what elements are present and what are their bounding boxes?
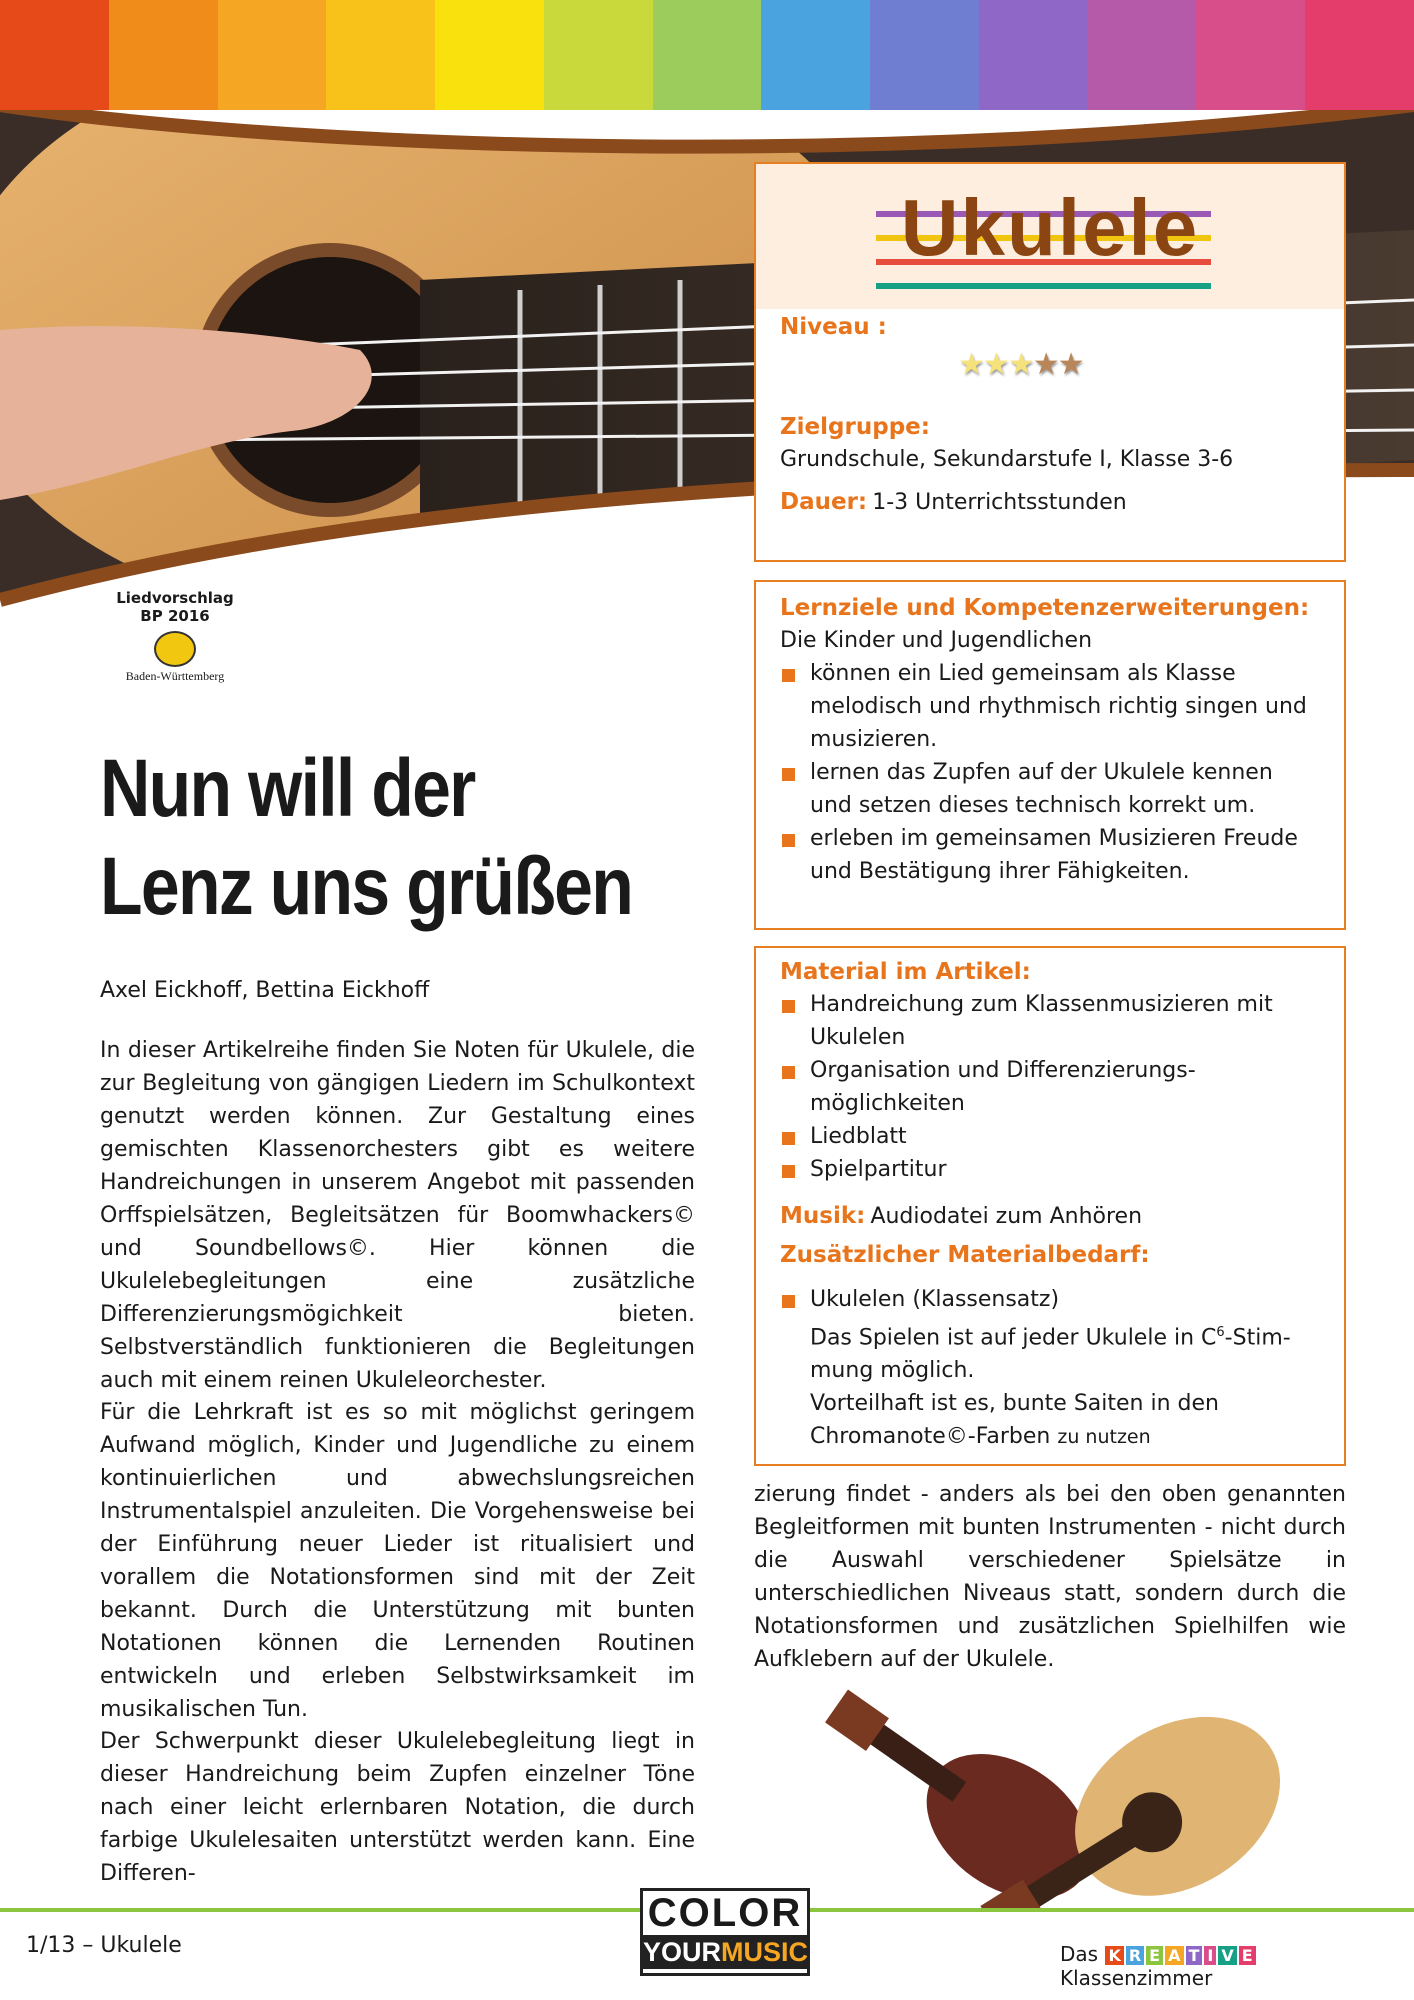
material-heading: Material im Artikel: — [780, 959, 1031, 985]
lernziele-list — [780, 657, 1320, 888]
kz-letter: K — [1105, 1946, 1123, 1965]
star-icon: ★ — [958, 347, 983, 382]
paragraph: Der Schwerpunkt dieser Ukulelebegleitung liegt in dieser Handreichung beim Zupfen einzelner Töne nach einer leicht erlernbaren Notation, die durch farbige Ukulelesaiten unterstützt werden kann. Eine Differen- — [100, 1729, 695, 1886]
kz-letter: E — [1146, 1946, 1163, 1965]
color-stripe — [653, 0, 762, 110]
kz-letter: R — [1126, 1946, 1144, 1965]
list-item — [780, 1283, 1320, 1454]
star-icon: ★ — [982, 347, 1008, 382]
bedarf-line — [810, 1420, 1320, 1454]
badge-line2: BP 2016 — [140, 607, 210, 625]
color-stripe — [435, 0, 544, 110]
title-line: Lenz uns grüßen — [100, 841, 633, 932]
logo-music: MUSIC — [721, 1937, 809, 1967]
color-stripe — [326, 0, 435, 110]
list-item: Handreichung zum Klassenmusizieren mit Ukulelen — [780, 988, 1320, 1054]
ukulele-logo — [756, 164, 1344, 309]
material-box — [754, 946, 1346, 1466]
color-stripe — [218, 0, 327, 110]
paragraph: In dieser Artikelreihe finden Sie Noten für Ukulele, die zur Begleitung von gängigen Liedern im Schulkontext genutzt werden können. Zur Gestaltung eines gemischten Klassenorchesters gibt es weitere Handreichungen in unserem Angebot mit passenden Orffspielsätzen, Begleitsätzen für Boomwhackers© und Soundbellows©. Hier können die Ukulelebegleitungen eine zusätzliche Differenzierungsmögichkeit bieten. Selbstverständlich funktionieren die Begleitungen auch mit einem reinen Ukuleleorchester. — [100, 1038, 695, 1393]
musik-value: Audiodatei zum Anhören — [870, 1204, 1143, 1229]
ukuleles-illustration — [790, 1660, 1330, 1910]
color-stripe — [0, 0, 109, 110]
color-stripe — [1196, 0, 1305, 110]
dauer-value: 1-3 Unterrichtsstunden — [872, 490, 1127, 515]
rating-stars — [958, 347, 1320, 387]
bedarf-text: Chromanote©-Farben — [810, 1424, 1051, 1450]
kz-rest: Klassenzimmer — [1060, 1966, 1213, 1990]
color-stripe — [979, 0, 1088, 110]
lernziele-heading: Lernziele und Kompetenzerweiterungen: — [780, 595, 1310, 621]
logo-your: YOUR — [643, 1937, 722, 1967]
page-number: 1/13 – Ukulele — [26, 1933, 182, 1958]
niveau-label: Niveau : — [780, 314, 887, 340]
list-item: Organisation und Differenzierungs-möglichkeiten — [780, 1054, 1320, 1120]
color-stripe — [1088, 0, 1197, 110]
kz-letter: E — [1239, 1946, 1256, 1965]
list-item: lernen das Zupfen auf der Ukulele kennen und setzen dieses technisch korrekt um. — [780, 756, 1320, 822]
color-stripes — [0, 0, 1414, 110]
color-stripe — [109, 0, 218, 110]
page-title — [100, 740, 632, 936]
color-stripe — [1305, 0, 1414, 110]
bedarf-heading: Zusätzlicher Materialbedarf: — [780, 1242, 1150, 1268]
list-item: erleben im gemeinsamen Musizieren Freude und Bestätigung ihrer Fähigkeiten. — [780, 822, 1320, 888]
bedarf-line — [810, 1316, 1320, 1354]
list-item: Liedblatt — [780, 1120, 1320, 1153]
liedvorschlag-badge — [113, 583, 237, 711]
superscript: 6 — [1216, 1325, 1225, 1340]
badge-line3: Baden-Württemberg — [125, 669, 225, 683]
kz-letter: I — [1204, 1946, 1216, 1965]
zielgruppe-value: Grundschule, Sekundarstufe I, Klasse 3-6 — [780, 447, 1234, 472]
kz-das: Das — [1060, 1942, 1099, 1966]
logo-bottom-text — [643, 1935, 807, 1969]
bedarf-text: zu nutzen — [1057, 1426, 1151, 1449]
bedarf-line: mung möglich. — [810, 1358, 975, 1384]
paragraph-continuation: zierung findet - anders als bei den oben genannten Begleitformen mit bunten Instrumenten - nicht durch die Auswahl verschiedener Spielsätze in unterschiedlichen Niveaus statt, sondern durch die Notationsformen und zusätzlichen Spielhilfen wie Aufklebern auf der Ukulele. — [754, 1482, 1346, 1672]
list-item: können ein Lied gemeinsam als Klasse melodisch und rhythmisch richtig singen und musizieren. — [780, 657, 1320, 756]
paragraph: Für die Lehrkraft ist es so mit möglichst geringem Aufwand möglich, Kinder und Jugendliche zu einem kontinuierlichen und abwechslungsreichen Instrumentalspiel anzuleiten. Die Vorgehensweise bei der Einführung neuer Lieder ist ritualisiert und vorallem die Notationsformen sind mit der Zeit bekannt. Durch die Unterstützung mit bunten Notationen können die Lernenden Routinen entwickeln und erleben Selbstwirksamkeit im musikalischen Tun. — [100, 1400, 695, 1722]
color-stripe — [761, 0, 870, 110]
color-stripe — [870, 0, 979, 110]
dauer-label: Dauer: — [780, 489, 868, 515]
info-box — [754, 162, 1346, 562]
badge-line1: Liedvorschlag — [116, 589, 234, 607]
material-list — [780, 988, 1320, 1186]
ukulele-logo-text: Ukulele — [900, 183, 1200, 272]
color-your-music-logo — [640, 1888, 810, 1976]
logo-top-text: COLOR — [647, 1891, 803, 1935]
list-item: Spielpartitur — [780, 1153, 1320, 1186]
zielgruppe-label: Zielgruppe: — [780, 414, 930, 440]
bedarf-text: -Stim- — [1224, 1325, 1291, 1351]
color-stripe — [544, 0, 653, 110]
kz-letter: T — [1186, 1946, 1203, 1965]
kz-word — [1104, 1942, 1256, 1966]
kz-letter: A — [1165, 1946, 1183, 1965]
bedarf-list — [780, 1283, 1320, 1454]
lernziele-box — [754, 580, 1346, 930]
bedarf-text: Das Spielen ist auf jeder Ukulele in C — [810, 1325, 1217, 1351]
musik-label: Musik: — [780, 1203, 866, 1229]
kreative-klassenzimmer-logo — [1060, 1942, 1414, 1990]
kz-letter: V — [1218, 1946, 1236, 1965]
coat-of-arms-icon — [154, 631, 196, 667]
star-icon: ★ — [1032, 347, 1058, 382]
bedarf-line: Vorteilhaft ist es, bunte Saiten in den — [810, 1391, 1219, 1417]
title-line: Nun will der — [100, 743, 475, 834]
bedarf-line: Ukulelen (Klassensatz) — [810, 1287, 1060, 1312]
star-icon: ★ — [1057, 347, 1083, 382]
authors: Axel Eickhoff, Bettina Eickhoff — [100, 978, 430, 1003]
star-icon: ★ — [1007, 347, 1033, 382]
lernziele-intro: Die Kinder und Jugendlichen — [780, 628, 1093, 653]
